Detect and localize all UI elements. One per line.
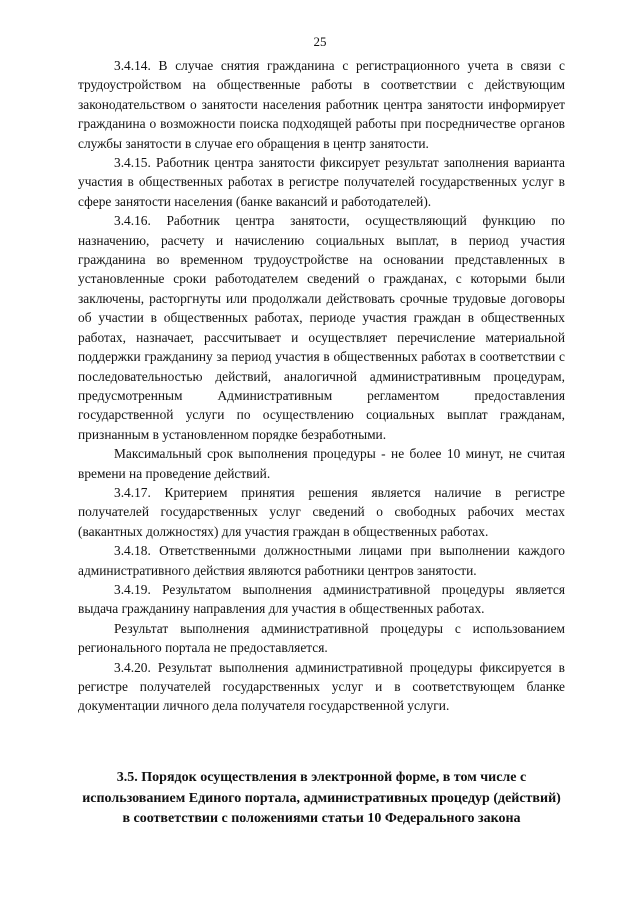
- paragraph-3-4-14: 3.4.14. В случае снятия гражданина с регистрационного учета в связи с трудоустройством на общественные работы в соответствии с действующим законодательством о занятости населения работник центра занятости информирует гражданина о возможности поиска подходящей работы при посредничестве органов службы занятости в случае его обращения в центр занятости.: [78, 58, 565, 151]
- document-body: [78, 56, 565, 716]
- page-number: 25: [313, 34, 327, 49]
- paragraph-3-4-19: 3.4.19. Результатом выполнения административной процедуры является выдача гражданину направления для участия в общественных работах.: [78, 581, 565, 617]
- paragraph-3-4-18: 3.4.18. Ответственными должностными лицами при выполнении каждого административного действия являются работники центров занятости.: [78, 543, 565, 578]
- paragraph-3-4-15: 3.4.15. Работник центра занятости фиксирует результат заполнения варианта участия в общественных работах в регистре получателей государственных услуг в сфере занятости населения (банке вакансий и работодателей).: [78, 155, 565, 209]
- section-heading: 3.5. Порядок осуществления в электронной форме, в том числе с использованием Единого портала, административных процедур (действий) в соответствии с положениями статьи 10 Федерального закона: [82, 770, 561, 826]
- paragraph-max-duration: Максимальный срок выполнения процедуры - не более 10 минут, не считая времени на проведение действий.: [78, 446, 565, 481]
- paragraph-3-4-17: 3.4.17. Критерием принятия решения является наличие в регистре получателей государственных услуг сведений о свободных рабочих местах (вакантных должностях) для участия граждан в общественных работах.: [78, 484, 565, 539]
- paragraph-3-4-16: 3.4.16. Работник центра занятости, осуществляющий функцию по назначению, расчету и начислению социальных выплат, в период участия гражданина во временном трудоустройстве на основании представленных в установленные сроки работодателем сведений о гражданах, с которыми были заключены, расторгнуты или продолжали действовать срочные трудовые договоры об участии в общественных работах, периоде участия граждан в общественных работах, назначает, рассчитывает и осуществляет перечисление материальной поддержки гражданину за период участия в общественных работах в соответствии с последовательностью действий, аналогичной административным процедурам, предусмотренным Административным регламентом предоставления государственной услуги по осуществлению социальных выплат гражданам, признанным в установленном порядке безработными.: [78, 213, 565, 442]
- paragraph-3-4-20: 3.4.20. Результат выполнения административной процедуры фиксируется в регистре получателей государственных услуг и в соответствующем бланке документации личного дела получателя государственной услуги.: [78, 659, 565, 714]
- paragraph-regional-portal: Результат выполнения административной процедуры с использованием регионального портала не предоставляется.: [78, 620, 565, 656]
